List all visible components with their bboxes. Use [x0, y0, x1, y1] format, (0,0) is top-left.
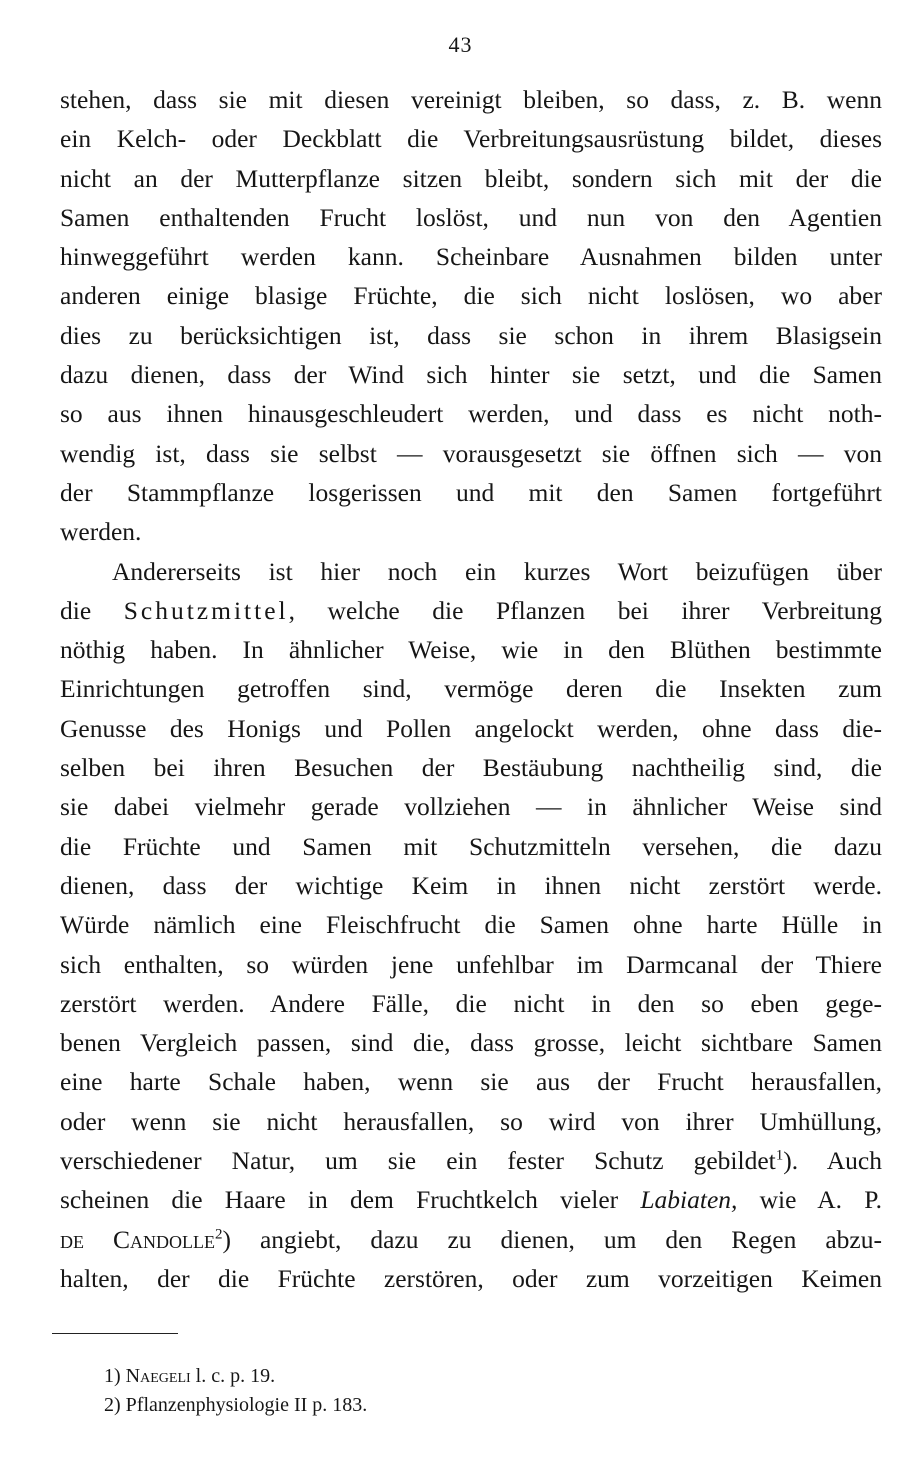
footnotes: [104, 1362, 367, 1420]
text-line: Samen enthaltenden Frucht loslöst, und nun von den Agentien: [60, 202, 882, 232]
footnote-divider: [52, 1333, 178, 1334]
text-line: benen Vergleich passen, sind die, dass grosse, leicht sichtbare Samen: [60, 1028, 882, 1058]
footnote-marker: 1): [104, 1365, 121, 1387]
footnote-ref: 1: [775, 1147, 784, 1164]
text-line: dienen, dass der wichtige Keim in ihnen nicht zerstört werde.: [60, 870, 882, 900]
emphasized-term: Schutzmittel: [123, 595, 289, 625]
italic-term: Labiaten,: [640, 1185, 738, 1215]
footnote-text: l. c. p. 19.: [190, 1365, 276, 1387]
text-line: anderen einige blasige Früchte, die sich nicht loslösen, wo aber: [60, 281, 882, 311]
text-line: wendig ist, dass sie selbst — vorausgesetzt sie öffnen sich — von: [60, 438, 882, 468]
text-line: so aus ihnen hinausgeschleudert werden, und dass es nicht noth-: [60, 399, 882, 429]
text-line: eine harte Schale haben, wenn sie aus der Frucht herausfallen,: [60, 1067, 882, 1097]
text-span: die: [60, 595, 124, 625]
text-line: selben bei ihren Besuchen der Bestäubung nachtheilig sind, die: [60, 753, 882, 783]
text-line: hinweggeführt werden kann. Scheinbare Ausnahmen bilden unter: [60, 242, 882, 272]
text-line: [60, 1141, 882, 1180]
text-span: wie A. P.: [737, 1185, 882, 1215]
body-text: [60, 80, 882, 1298]
text-line: zerstört werden. Andere Fälle, die nicht in den so eben gege-: [60, 988, 882, 1018]
footnote-marker: 2): [104, 1394, 121, 1416]
text-line: ein Kelch- oder Deckblatt die Verbreitungsausrüstung bildet, dieses: [60, 124, 882, 154]
text-line: oder wenn sie nicht herausfallen, so wird von ihrer Umhüllung,: [60, 1106, 882, 1136]
text-line: Genusse des Honigs und Pollen angelockt werden, ohne dass die-: [60, 713, 882, 743]
footnote: [104, 1391, 367, 1420]
text-span: ) angiebt, dazu zu dienen, um den Regen abzu-: [222, 1224, 882, 1254]
text-line: stehen, dass sie mit diesen vereinigt bleiben, so dass, z. B. wenn: [60, 85, 882, 114]
text-span: scheinen die Haare in dem Fruchtkelch vieler: [60, 1185, 641, 1215]
text-line: halten, der die Früchte zerstören, oder zum vorzeitigen Keimen: [60, 1263, 882, 1293]
text-span: ). Auch: [783, 1146, 882, 1176]
text-line: dies zu berücksichtigen ist, dass sie schon in ihrem Blasigsein: [60, 320, 882, 350]
footnote-text: Pflanzenphysiologie II p. 183.: [125, 1394, 368, 1416]
text-line: sich enthalten, so würden jene unfehlbar im Darmcanal der Thiere: [60, 949, 882, 979]
text-line: sie dabei vielmehr gerade vollziehen — in ähnlicher Weise sind: [60, 792, 882, 822]
text-line: nöthig haben. In ähnlicher Weise, wie in den Blüthen bestimmte: [60, 635, 882, 665]
text-line: der Stammpflanze losgerissen und mit den Samen fortgeführt: [60, 477, 882, 507]
author-name: de Candolle: [60, 1224, 215, 1254]
text-line: werden.: [60, 517, 142, 547]
page-number: 43: [448, 32, 473, 57]
text-line: nicht an der Mutterpflanze sitzen bleibt, sondern sich mit der die: [60, 163, 882, 193]
footnote: [104, 1362, 367, 1391]
text-span: , welche die Pflanzen bei ihrer Verbreitung: [288, 595, 883, 625]
text-line: Würde nämlich eine Fleischfrucht die Samen ohne harte Hülle in: [60, 910, 882, 940]
text-line: [60, 1180, 882, 1219]
text-line: die Früchte und Samen mit Schutzmitteln versehen, die dazu: [60, 831, 882, 861]
author-name: Naegeli: [125, 1365, 191, 1387]
paragraph-first-line: Andererseits ist hier noch ein kurzes Wort beizufügen über: [112, 556, 882, 586]
text-line: [60, 1220, 882, 1259]
text-line: Einrichtungen getroffen sind, vermöge deren die Insekten zum: [60, 674, 882, 704]
text-line: [60, 591, 882, 630]
text-line: dazu dienen, dass der Wind sich hinter sie setzt, und die Samen: [60, 360, 882, 390]
text-span: verschiedener Natur, um sie ein fester Schutz gebildet: [60, 1146, 776, 1176]
footnote-ref: 2: [214, 1226, 223, 1243]
